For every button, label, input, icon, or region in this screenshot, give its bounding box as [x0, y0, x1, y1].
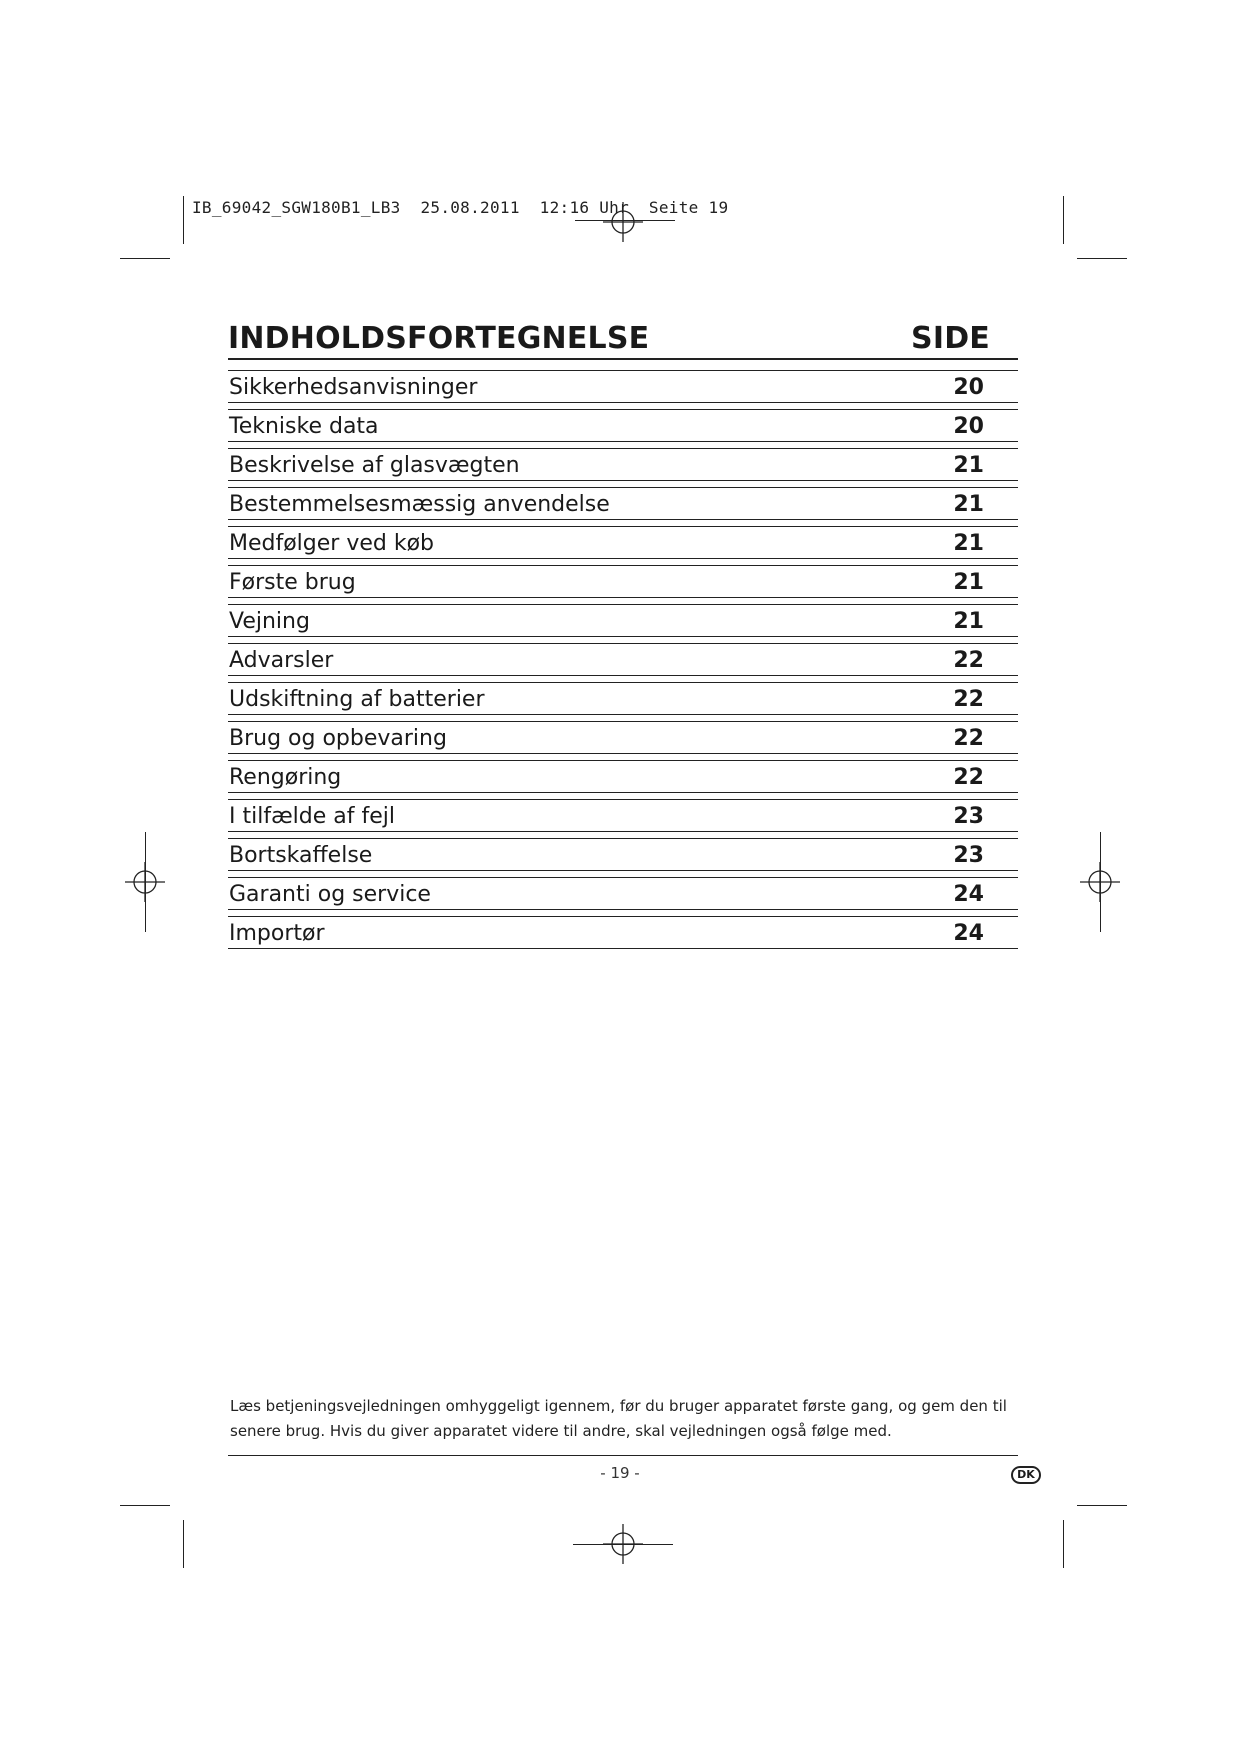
toc-entry [228, 760, 1018, 793]
toc-entry-page: 22 [953, 687, 984, 712]
toc-entry-title: Vejning [229, 609, 310, 634]
toc-entry-page: 21 [953, 609, 984, 634]
toc-entry-title: Tekniske data [229, 414, 379, 439]
crop-mark-bottom-right-horizontal [1077, 1505, 1127, 1506]
toc-entry-page: 21 [953, 492, 984, 517]
crop-mark-bottom-left-horizontal [120, 1505, 170, 1506]
crop-mark-top-left-vertical [183, 196, 184, 244]
toc-entry [228, 487, 1018, 520]
toc-entry [228, 916, 1018, 949]
toc-entry [228, 721, 1018, 754]
toc-entry-page: 24 [953, 921, 984, 946]
table-of-contents [228, 318, 1018, 955]
toc-entry [228, 838, 1018, 871]
toc-entry [228, 643, 1018, 676]
print-slug: IB_69042_SGW180B1_LB3 25.08.2011 12:16 Uhr Seite 19 [192, 198, 729, 217]
toc-heading: INDHOLDSFORTEGNELSE [228, 321, 650, 356]
toc-header [228, 318, 1018, 360]
crop-mark-bottom-left-vertical [183, 1520, 184, 1568]
crop-mark-top-left-horizontal [120, 258, 170, 259]
toc-entry-page: 21 [953, 531, 984, 556]
toc-entry-title: Medfølger ved køb [229, 531, 435, 556]
toc-entry-page: 22 [953, 648, 984, 673]
toc-entry-title: Sikkerhedsanvisninger [229, 375, 478, 400]
toc-entry [228, 526, 1018, 559]
toc-entry [228, 877, 1018, 910]
toc-entry-title: Importør [229, 921, 325, 946]
toc-entry-page: 23 [953, 804, 984, 829]
toc-entry-title: I tilfælde af fejl [229, 804, 396, 829]
toc-entry-title: Advarsler [229, 648, 334, 673]
toc-entry-page: 20 [953, 414, 984, 439]
toc-entry [228, 682, 1018, 715]
toc-entry-title: Udskiftning af batterier [229, 687, 485, 712]
instruction-note: Læs betjeningsvejledningen omhyggeligt igennem, før du bruger apparatet første gang, og gem den til senere brug. Hvis du giver apparatet videre til andre, skal vejledningen også følge med. [230, 1397, 1007, 1440]
toc-entry-page: 24 [953, 882, 984, 907]
toc-entry-page: 21 [953, 453, 984, 478]
toc-entry [228, 448, 1018, 481]
registration-mark-left-line [145, 832, 146, 932]
toc-entry-title: Rengøring [229, 765, 342, 790]
toc-list [228, 370, 1018, 949]
toc-entry-page: 22 [953, 765, 984, 790]
crop-mark-bottom-right-vertical [1063, 1520, 1064, 1568]
toc-entry [228, 370, 1018, 403]
toc-entry [228, 604, 1018, 637]
toc-entry-title: Beskrivelse af glasvægten [229, 453, 520, 478]
footer-rule [228, 1455, 1018, 1456]
toc-entry-page: 22 [953, 726, 984, 751]
toc-entry [228, 409, 1018, 442]
toc-entry-title: Garanti og service [229, 882, 431, 907]
language-badge: DK [1011, 1466, 1041, 1484]
toc-entry [228, 565, 1018, 598]
registration-mark-bottom-line [573, 1544, 673, 1545]
toc-entry [228, 799, 1018, 832]
crop-mark-top-right-vertical [1063, 196, 1064, 244]
toc-entry-title: Bestemmelsesmæssig anvendelse [229, 492, 610, 517]
toc-entry-title: Brug og opbevaring [229, 726, 447, 751]
toc-entry-page: 20 [953, 375, 984, 400]
toc-entry-title: Bortskaffelse [229, 843, 373, 868]
toc-entry-page: 21 [953, 570, 984, 595]
crop-mark-top-right-horizontal [1077, 258, 1127, 259]
toc-entry-page: 23 [953, 843, 984, 868]
registration-mark-right-line [1100, 832, 1101, 932]
page-number: - 19 - [600, 1464, 640, 1482]
registration-mark-top [603, 202, 643, 242]
toc-side-label: SIDE [911, 321, 990, 356]
toc-entry-title: Første brug [229, 570, 356, 595]
